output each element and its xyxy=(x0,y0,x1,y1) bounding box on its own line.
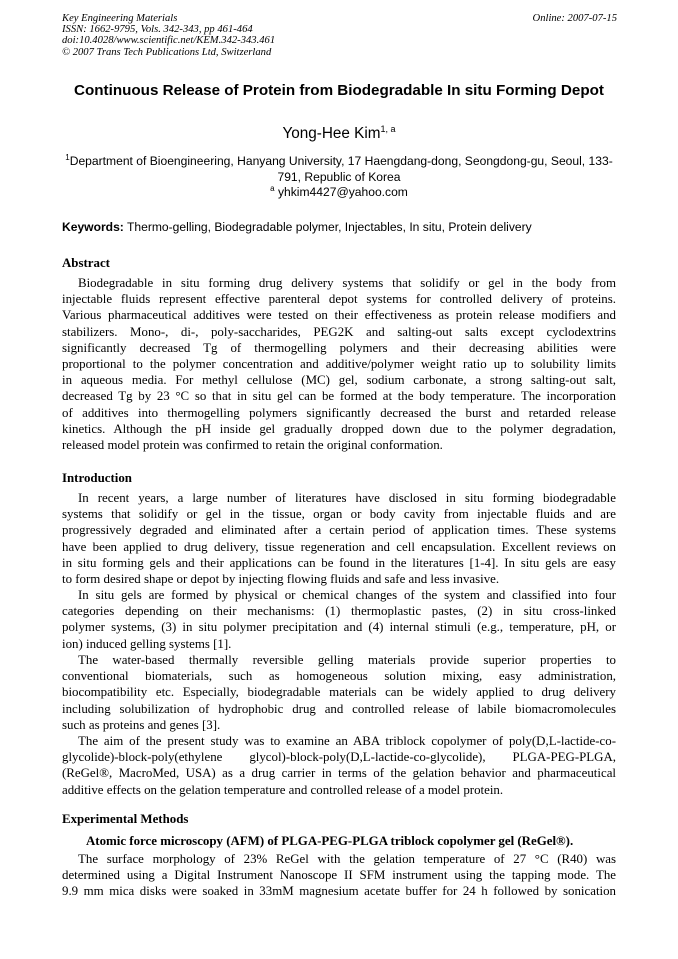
intro-line: biocompatibility etc. Especially, biodegradable materials can be widely applied to drug delivery xyxy=(62,685,616,700)
abstract-line: stabilizers. Mono-, di-, poly-saccharides, PEG2K and salting-out salts except cyclodextrins xyxy=(62,324,616,339)
intro-line: (ReGel®, MacroMed, USA) as a drug carrier in terms of the gelation behavior and pharmaceutical xyxy=(62,766,616,781)
keywords-text: Thermo-gelling, Biodegradable polymer, Injectables, In situ, Protein delivery xyxy=(126,220,532,234)
email-superscript: a xyxy=(270,184,275,193)
abstract-line: kinetics. Although the pH inside gel gradually dropped down due to the polymer degradation, xyxy=(62,421,616,436)
affiliation-text: Department of Bioengineering, Hanyang University, 17 Haengdang-dong, Seongdong-gu, Seoul, 133-791, Republic of Korea xyxy=(69,154,613,185)
abstract-line: proportional to the polymer concentration and additive/polymer weight ratio up to solubility limits xyxy=(62,357,616,372)
keywords-label: Keywords: xyxy=(62,220,124,234)
intro-line: including solubilization of hydrophobic drug and controlled release of labile biomacromolecules xyxy=(62,701,616,716)
abstract-line: in aqueous media. For methyl cellulose (MC) gel, sodium carbonate, a strong salting-out salt, xyxy=(62,373,616,388)
online-date: Online: 2007-07-15 xyxy=(532,13,617,24)
intro-line: systems that solidify or gel in the tissue, organ or body cavity from injectable fluids and are xyxy=(62,507,616,522)
intro-line: such as proteins and genes [3]. xyxy=(62,717,221,732)
methods-line: determined using a Digital Instrument Nanoscope II SFM instrument using the tapping mode. The xyxy=(62,868,616,883)
intro-line: In situ gels are formed by physical or chemical changes of the system and classified into four xyxy=(78,588,616,602)
intro-line: categories depending on their mechanisms: (1) thermoplastic pastes, (2) in situ cross-linked xyxy=(62,604,616,619)
methods-paragraph xyxy=(62,851,616,900)
affiliation xyxy=(62,150,616,185)
journal-issn: ISSN: 1662-9795, Vols. 342-343, pp 461-464 xyxy=(62,24,253,36)
methods-subheading: Atomic force microscopy (AFM) of PLGA-PEG-PLGA triblock copolymer gel (ReGel®). xyxy=(86,834,574,848)
intro-line: in situ forming gels and their applications can be found in the literatures [1-4]. In situ gels are easy xyxy=(62,555,616,570)
author-line xyxy=(62,124,616,143)
introduction-paragraph-3 xyxy=(62,652,616,733)
methods-line: 9.9 mm mica disks were soaked in 33mM magnesium acetate buffer for 24 h followed by sonication xyxy=(62,884,616,899)
journal-header xyxy=(62,13,617,58)
introduction-paragraph-1 xyxy=(62,490,616,587)
methods-line: The surface morphology of 23% ReGel with the gelation temperature of 27 °C (R40) was xyxy=(78,852,616,866)
intro-line: glycolide)-block-poly(ethylene glycol)-block-poly(D,L-lactide-co-glycolide), PLGA-PEG-PLGA, xyxy=(62,750,616,765)
intro-line: polymer systems, (3) in situ polymer precipitation and (4) internal stimuli (e.g., temperature, pH, or xyxy=(62,620,616,635)
abstract-line: of additives into thermogelling polymers significantly decreased the burst and retarded release xyxy=(62,405,616,420)
introduction-paragraph-4 xyxy=(62,733,616,798)
introduction-heading: Introduction xyxy=(62,471,132,485)
abstract-line: significantly decreased Tg of thermogelling polymers and their decreasing abilities were xyxy=(62,340,616,355)
abstract-line: injectable fluids represent effective parenteral depot systems for controlled delivery of proteins. xyxy=(62,292,616,307)
journal-copyright: © 2007 Trans Tech Publications Ltd, Switzerland xyxy=(62,46,272,58)
author-name: Yong-Hee Kim xyxy=(282,125,381,143)
methods-heading: Experimental Methods xyxy=(62,812,189,826)
affiliation-superscript: 1 xyxy=(65,153,70,162)
author-superscript: 1, a xyxy=(380,124,396,134)
journal-doi: doi:10.4028/www.scientific.net/KEM.342-343.461 xyxy=(62,35,276,47)
intro-line: ion) induced gelling systems [1]. xyxy=(62,636,232,651)
keywords xyxy=(62,220,622,234)
intro-line: have been applied to drug delivery, tissue regeneration and cell encapsulation. Excellent reviews on xyxy=(62,539,616,554)
intro-line: The aim of the present study was to examine an ABA triblock copolymer of poly(D,L-lactide-co- xyxy=(78,734,616,748)
abstract-line: Biodegradable in situ forming drug delivery systems that solidify or gel in the body from xyxy=(78,276,616,290)
abstract-line: released model protein was confirmed to retain the original conformation. xyxy=(62,438,443,453)
intro-line: progressively degraded and eliminated after a certain period of application times. These systems xyxy=(62,523,616,538)
abstract-line: Various pharmaceutical additives were tested on their effectiveness as protein release modifiers and xyxy=(62,308,616,323)
abstract-heading: Abstract xyxy=(62,256,110,270)
abstract-paragraph xyxy=(62,275,616,453)
intro-line: In recent years, a large number of literatures have disclosed in situ forming biodegradable xyxy=(78,491,616,505)
author-email xyxy=(62,184,616,199)
journal-name: Key Engineering Materials xyxy=(62,13,178,24)
email-text: yhkim4427@yahoo.com xyxy=(277,185,408,200)
paper-title: Continuous Release of Protein from Biodegradable In situ Forming Depot xyxy=(74,82,604,99)
introduction-paragraph-2 xyxy=(62,587,616,652)
intro-line: to form desired shape or depot by injecting flowing fluids and safe and less invasive. xyxy=(62,572,500,587)
abstract-line: decreased Tg by 23 °C so that in situ gel can be formed at the body temperature. The incorporation xyxy=(62,389,616,404)
intro-line: conventional biomaterials, such as homogeneous solution mixing, easy administration, xyxy=(62,669,616,684)
intro-line: additive effects on the gelation temperature and controlled release of a model protein. xyxy=(62,782,504,797)
intro-line: The water-based thermally reversible gelling materials provide superior properties to xyxy=(78,653,616,667)
